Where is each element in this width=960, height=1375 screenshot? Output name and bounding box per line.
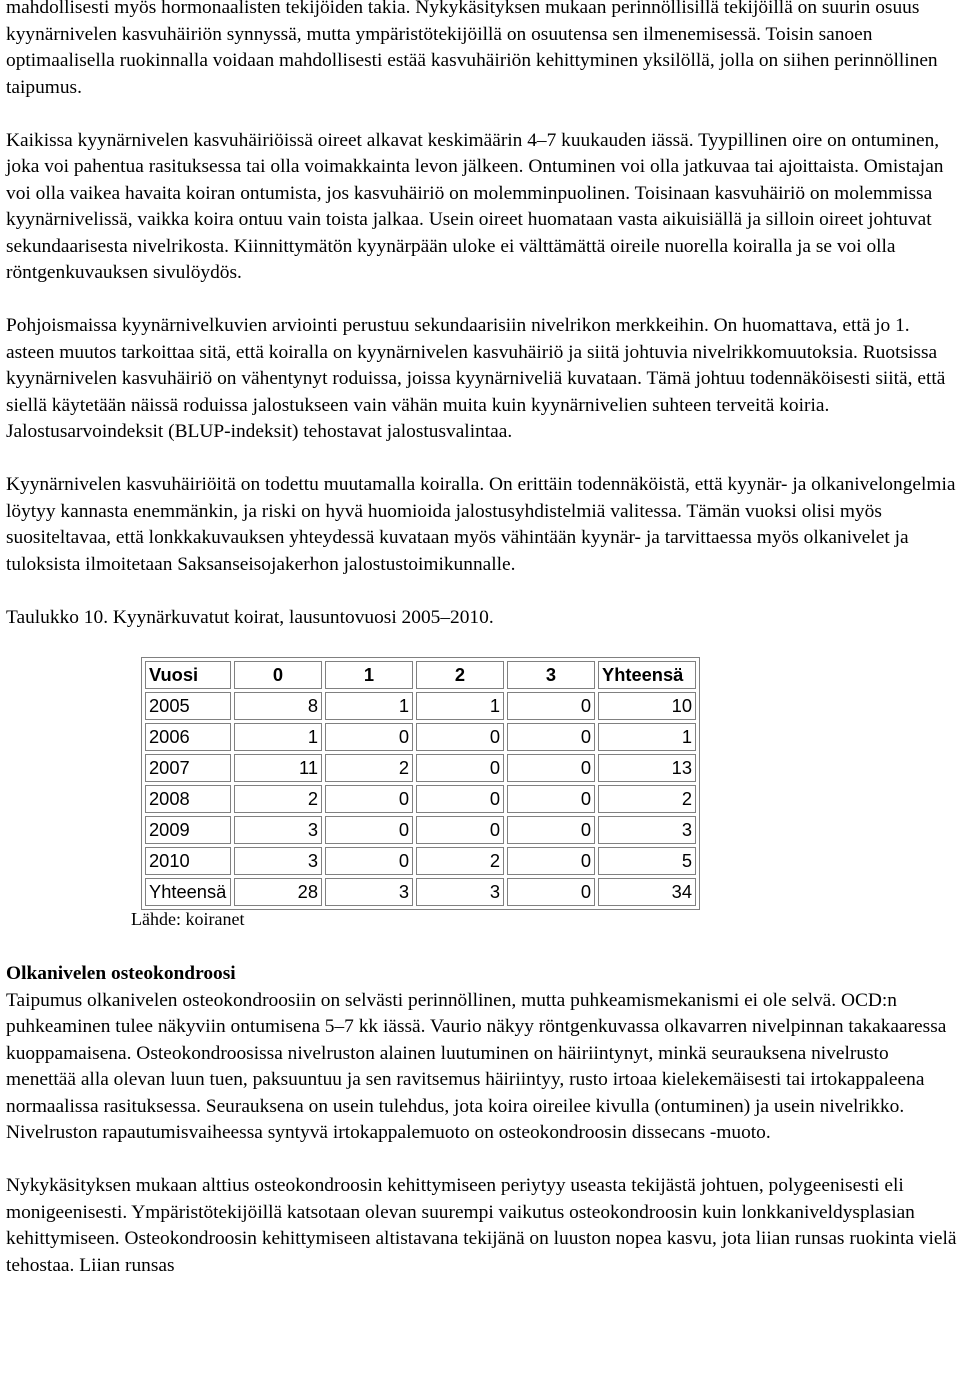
section-heading-shoulder-ocd: Olkanivelen osteokondroosi	[6, 963, 236, 984]
table-cell: 0	[325, 847, 413, 875]
table-cell: 5	[598, 847, 696, 875]
paragraph-shoulder-ocd: Taipumus olkanivelen osteokondroosiin on selvästi perinnöllinen, mutta puhkeamismekanismi ei ole selvä. OCD:n puhkeaminen tulee näkyviin ontumisena 5–7 kk iässä. Vaurio näkyy röntgenkuvassa olkavarren nivelpinnan takakaaressa kuoppamaisena. Osteokondroosissa nivelruston alainen luutuminen on häiriintynyt, minkä seurauksena nivelrusto menettää alla olevan luun tuen, paksuuntuu ja sen ravitsemus häiriintyy, rusto irtoaa kielekemäisesti tai irtokappaleena normaalissa rasituksessa. Seurauksena on usein tulehdus, jota koira oireilee kivulla (ontuminen) ja usein nivelrikko. Nivelruston rapautumisvaiheessa syntyvä irtokappalemuoto on osteokondroosin dissecans -muoto.	[6, 989, 947, 1143]
table-cell: 2008	[145, 785, 231, 813]
elbow-xray-table	[141, 657, 700, 910]
header-cell-grade-2: 2	[416, 661, 504, 689]
table-cell: 2010	[145, 847, 231, 875]
table-cell: 2	[325, 754, 413, 782]
table-row	[145, 785, 696, 813]
table-row	[145, 847, 696, 875]
table-cell: 0	[325, 785, 413, 813]
document-page	[6, 0, 958, 1306]
table-row	[145, 754, 696, 782]
table-cell: 2006	[145, 723, 231, 751]
table-cell: 0	[507, 723, 595, 751]
table-cell: 1	[416, 692, 504, 720]
table-cell: 2005	[145, 692, 231, 720]
table-cell: 0	[507, 878, 595, 906]
header-cell-total: Yhteensä	[598, 661, 696, 689]
table-cell: 0	[507, 847, 595, 875]
header-cell-year: Vuosi	[145, 661, 231, 689]
table-cell: 8	[234, 692, 322, 720]
table-cell: 0	[416, 785, 504, 813]
table-cell: 1	[234, 723, 322, 751]
table-cell: 11	[234, 754, 322, 782]
table-cell: 28	[234, 878, 322, 906]
table-cell: 0	[507, 785, 595, 813]
table-cell: 2	[416, 847, 504, 875]
table-cell: 0	[416, 754, 504, 782]
paragraph-ocd-heredity: Nykykäsityksen mukaan alttius osteokondroosin kehittymiseen periytyy useasta tekijästä johtuen, polygeenisesti eli monigeenisesti. Ympäristötekijöillä katsotaan olevan suurempi vaikutus osteokondroosin kuin lonkkaniveldysplasian kehittymiseen. Osteokondroosin kehittymiseen altistavana tekijänä on luuston nopea kasvu, jota liian runsas ruokinta vielä tehostaa. Liian runsas	[6, 1175, 957, 1276]
table-cell: 0	[325, 816, 413, 844]
table-cell: 2007	[145, 754, 231, 782]
table-cell: 1	[598, 723, 696, 751]
paragraph-hormonal-factors: mahdollisesti myös hormonaalisten tekijöiden takia. Nykykäsityksen mukaan perinnöllisillä tekijöillä on suurin osuus kyynärnivelen kasvuhäiriön synnyssä, mutta ympäristötekijöillä on osuutensa sen ilmenemisessä. Toisin sanoen optimaalisella ruokinnalla voidaan mahdollisesti estää kasvuhäiriön kehittyminen yksilöllä, jolla on siihen perinnöllinen taipumus.	[6, 0, 938, 98]
table-caption: Taulukko 10. Kyynärkuvatut koirat, lausuntovuosi 2005–2010.	[6, 606, 494, 628]
table-header-row	[145, 661, 696, 689]
paragraph-breed-findings: Kyynärnivelen kasvuhäiriöitä on todettu muutamalla koiralla. On erittäin todennäköistä, että kyynär- ja olkanivelongelmia löytyy kannasta enemmänkin, ja riski on hyvä huomioida jalostusyhdistelmiä valitessa. Tämän vuoksi olisi myös suositeltavaa, että lonkkakuvauksen yhteydessä kuvataan myös vähintään kyynär- ja tarvittaessa myös olkanivelet ja tuloksista ilmoitetaan Saksanseisojakerhon jalostustoimikunnalle.	[6, 474, 956, 575]
table-cell: 3	[598, 816, 696, 844]
table-cell: 3	[234, 816, 322, 844]
table-cell: 0	[416, 816, 504, 844]
table-cell: 0	[507, 754, 595, 782]
table-row	[145, 692, 696, 720]
table-cell: 2009	[145, 816, 231, 844]
table-cell: 2	[234, 785, 322, 813]
table-total-row	[145, 878, 696, 906]
table-cell: 3	[416, 878, 504, 906]
table-cell: 1	[325, 692, 413, 720]
table-cell: 13	[598, 754, 696, 782]
header-cell-grade-3: 3	[507, 661, 595, 689]
table-cell: 0	[507, 692, 595, 720]
table-cell: 0	[507, 816, 595, 844]
paragraph-nordic-evaluation: Pohjoismaissa kyynärnivelkuvien arviointi perustuu sekundaarisiin nivelrikon merkkeihin. On huomattava, että jo 1. asteen muutos tarkoittaa sitä, että koiralla on kyynärnivelen kasvuhäiriö ja siitä johtuvia nivelrikkomuutoksia. Ruotsissa kyynärnivelen kasvuhäiriö on vähentynyt roduissa, joissa kyynärniveliä kuvataan. Tämä johtuu todennäköisesti siitä, että siellä käytetään näissä roduissa jalostukseen vain vähän muita kuin kyynärnivelien suhteen terveitä koiria. Jalostusarvoindeksit (BLUP-indeksit) tehostavat jalostusvalintaa.	[6, 315, 946, 442]
table-cell: 34	[598, 878, 696, 906]
table-cell: 2	[598, 785, 696, 813]
header-cell-grade-1: 1	[325, 661, 413, 689]
table-cell: 0	[325, 723, 413, 751]
table-cell: 3	[325, 878, 413, 906]
paragraph-symptoms: Kaikissa kyynärnivelen kasvuhäiriöissä oireet alkavat keskimäärin 4–7 kuukauden iässä. Tyypillinen oire on ontuminen, joka voi pahentua rasituksessa tai olla voimakkainta levon jälkeen. Ontuminen voi olla jatkuvaa tai ajoittaista. Omistajan voi olla vaikea havaita koiran ontumista, jos kasvuhäiriö on molemminpuolinen. Toisinaan kasvuhäiriö on molemmissa kyynärnivelissä, vaikka koira ontuu vain toista jalkaa. Usein oireet huomataan vasta aikuisiällä ja silloin oireet johtuvat sekundaarisesta nivelrikosta. Kiinnittymätön kyynärpään uloke ei välttämättä oireile nuorella koiralla ja se voi olla röntgenkuvauksen sivulöydös.	[6, 129, 944, 283]
table-cell: 0	[416, 723, 504, 751]
header-cell-grade-0: 0	[234, 661, 322, 689]
table-cell: Yhteensä	[145, 878, 231, 906]
table-row	[145, 723, 696, 751]
table-wrapper	[131, 657, 958, 931]
table-cell: 3	[234, 847, 322, 875]
table-source: Lähde: koiranet	[131, 909, 245, 929]
table-row	[145, 816, 696, 844]
table-cell: 10	[598, 692, 696, 720]
